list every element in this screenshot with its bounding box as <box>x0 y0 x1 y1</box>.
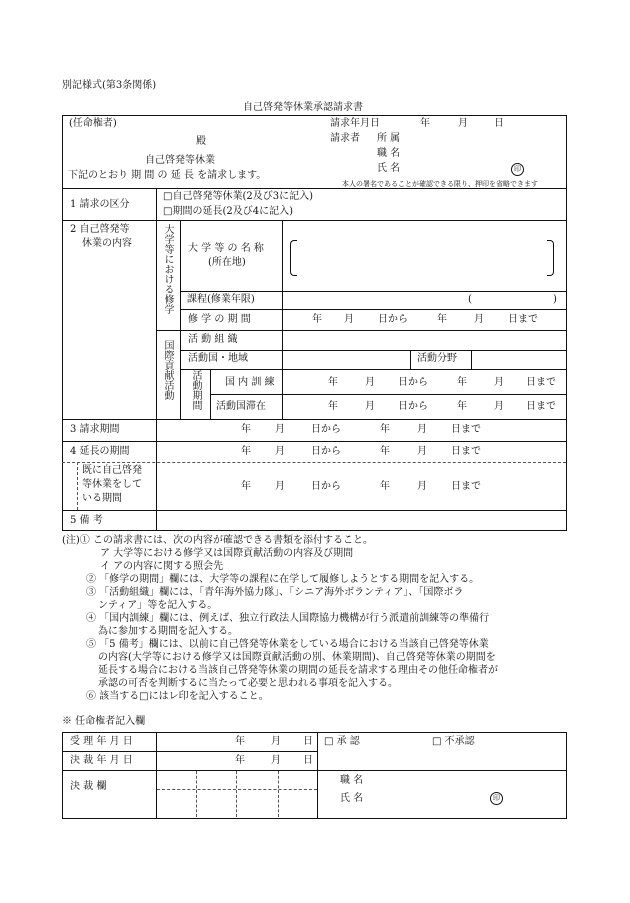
request-day-unit: 日 <box>494 118 504 129</box>
stay-start-year: 年 <box>328 401 338 412</box>
row4-label: 4 延長の期間 <box>70 446 130 457</box>
label-column-divider <box>156 188 157 531</box>
note-5d: 承認の可否を判断するに当たって必要と思われる事項を記入する。 <box>98 678 398 689</box>
r4b-start-month: 月 <box>275 481 285 492</box>
course-paren-close: ) <box>553 294 557 305</box>
decided-month: 月 <box>271 755 281 766</box>
course-field[interactable] <box>290 292 560 309</box>
domestic-start-month: 月 <box>365 377 375 388</box>
name-label: 氏 名 <box>377 163 401 174</box>
ap-left-border <box>62 732 63 819</box>
divider-applicant <box>62 188 567 189</box>
univ-name-field[interactable] <box>298 240 545 274</box>
row5-label: 5 備 考 <box>70 515 103 526</box>
remarks-field[interactable] <box>160 512 564 529</box>
ap-position-label: 職 名 <box>340 775 364 786</box>
r4b-end-year: 年 <box>380 481 390 492</box>
r4-end-month: 月 <box>417 446 427 457</box>
decided-date-label: 決 裁 年 月 日 <box>70 755 133 766</box>
ap-label-divider <box>156 732 157 819</box>
note-3a: ③ 「活動組織」欄には、「青年海外協力隊」、「シニア海外ボランティア」、「国際ボラ <box>86 587 464 598</box>
field-left-divider <box>410 350 411 369</box>
study-end-year: 年 <box>437 314 447 325</box>
note-5a: ⑤ 「5 備考」欄には、以前に自己啓発等休業をしている場合における当該自己啓発等休業 <box>86 639 489 650</box>
form-right-border <box>566 115 567 531</box>
r4b-end-month: 月 <box>417 481 427 492</box>
approve-checkbox[interactable]: □ 承 認 <box>324 736 360 747</box>
note-4a: ④ 「国内訓練」欄には、例えば、独立行政法人国際協力機構が行う派遣前訓練等の準備行 <box>86 613 490 624</box>
divider-org <box>180 350 567 351</box>
approval-col-label: 決 裁 欄 <box>70 781 107 792</box>
form-label: 別記様式(第3条関係) <box>62 80 157 91</box>
intl-activity-vertical: 国際貢献活動 <box>162 340 173 400</box>
requester-label: 請求者 <box>330 133 360 144</box>
univ-input-bracket-left <box>290 240 297 276</box>
divider-row1 <box>62 220 567 221</box>
r4-end-made: 日まで <box>451 446 481 457</box>
r4-start-month: 月 <box>275 446 285 457</box>
note-6: ⑥ 該当する□にはレ印を記入すること。 <box>86 691 269 702</box>
request-year-unit: 年 <box>420 118 430 129</box>
stay-end-month: 月 <box>494 401 504 412</box>
r4-end-year: 年 <box>380 446 390 457</box>
divider-domestic <box>210 394 567 395</box>
note-1b: イ アの内容に関する照会先 <box>100 561 224 572</box>
study-end-month: 月 <box>474 314 484 325</box>
affiliation-label: 所 属 <box>377 133 401 144</box>
study-start-year: 年 <box>312 314 322 325</box>
received-year: 年 <box>235 736 245 747</box>
row1-label: 1 請求の区分 <box>70 199 130 210</box>
univ-value-divider <box>282 220 283 351</box>
row4b-label-line1: 既に自己啓発 <box>82 465 142 476</box>
option-new-leave[interactable]: □自己啓発等休業(2及び3に記入) <box>163 191 313 202</box>
stay-label: 活動国滞在 <box>216 401 266 412</box>
approval-dash-3 <box>278 771 279 817</box>
appointer-label: (任命権者) <box>69 118 117 129</box>
received-date-label: 受 理 年 月 日 <box>70 736 133 747</box>
r4b-start-year: 年 <box>241 481 251 492</box>
r3-end-month: 月 <box>417 424 427 435</box>
r3-end-made: 日まで <box>451 424 481 435</box>
approval-dash-h <box>157 789 317 790</box>
note-1a: ア 大学等における修学又は国際貢献活動の内容及び期間 <box>100 548 354 559</box>
seal-icon: 印 <box>511 163 524 176</box>
divider-course <box>180 309 567 310</box>
domestic-start-kara: 日から <box>398 377 428 388</box>
ap-top-border <box>62 732 567 733</box>
ap-mid-divider <box>317 732 318 819</box>
course-paren-open: ( <box>468 294 472 305</box>
univ-study-vertical: 大学等における修学 <box>162 224 173 314</box>
note-3b: ンティア」等を記入する。 <box>98 600 218 611</box>
org-field[interactable] <box>290 331 560 349</box>
univ-intl-divider <box>156 330 181 331</box>
domestic-end-made: 日まで <box>526 377 556 388</box>
approval-dash-2 <box>236 771 237 817</box>
stay-start-kara: 日から <box>398 401 428 412</box>
course-label: 課程(修業年限) <box>187 294 255 305</box>
request-text: 下記のとおり 期 間 の 延 長 を請求します。 <box>68 170 267 181</box>
divider-row4 <box>62 462 566 463</box>
dono-label: 殿 <box>196 136 206 147</box>
domestic-end-month: 月 <box>494 377 504 388</box>
form-bottom-border <box>62 530 567 531</box>
r4-start-year: 年 <box>241 446 251 457</box>
divider-row3 <box>62 441 567 442</box>
ap-name-label: 氏 名 <box>340 793 364 804</box>
appointer-section-heading: ※ 任命権者記入欄 <box>62 716 146 727</box>
r4b-start-kara: 日から <box>311 481 341 492</box>
request-date-label: 請求年月日 <box>330 118 380 129</box>
note-5b: の内容(大学等における修学又は国際貢献活動の別、休業期間)、自己啓発等休業の期間を <box>98 652 496 663</box>
row2-label-line2: 休業の内容 <box>82 238 132 249</box>
form-left-border <box>62 115 63 531</box>
note-1: (注)① この請求書には、次の内容が確認できる書類を添付すること。 <box>62 535 373 546</box>
r3-start-year: 年 <box>241 424 251 435</box>
univ-input-bracket-right <box>547 240 554 276</box>
stay-end-year: 年 <box>457 401 467 412</box>
note-4b: 為に参加する期間を記入する。 <box>98 626 238 637</box>
option-extension[interactable]: □期間の延長(2及び4に記入) <box>163 206 293 217</box>
ap-divider-received <box>62 751 317 752</box>
row3-label: 3 請求期間 <box>70 424 120 435</box>
row2-subcolumn-divider <box>180 220 181 419</box>
univ-name-label: 大 学 等 の 名 称 <box>188 243 264 254</box>
domestic-end-year: 年 <box>457 377 467 388</box>
row2-label-line1: 2 自己啓発等 <box>70 224 130 235</box>
study-start-kara: 日から <box>378 314 408 325</box>
r3-end-year: 年 <box>380 424 390 435</box>
r4b-end-made: 日まで <box>451 481 481 492</box>
study-end-made: 日まで <box>508 314 538 325</box>
page-title: 自己啓発等休業承認請求書 <box>243 102 363 113</box>
leave-type-text: 自己啓発等休業 <box>145 155 215 166</box>
decided-year: 年 <box>235 755 245 766</box>
domestic-training-label: 国 内 訓 練 <box>225 377 275 388</box>
r3-start-kara: 日から <box>311 424 341 435</box>
request-month-unit: 月 <box>458 118 468 129</box>
row4b-label-line3: いる期間 <box>82 493 122 504</box>
divider-row4b <box>62 510 567 511</box>
ap-seal-icon: 印 <box>490 792 503 805</box>
univ-location-label: (所在地) <box>208 257 246 268</box>
approval-dash-1 <box>196 771 197 817</box>
position-label: 職 名 <box>377 148 401 159</box>
signature-note: 本人の署名であることが確認できる限り、押印を省略できます <box>342 180 538 188</box>
row4b-label-line2: 等休業をして <box>82 479 142 490</box>
country-label: 活動国・地域 <box>188 353 248 364</box>
received-month: 月 <box>271 736 281 747</box>
note-5c: 延長する場合における当該自己啓発等休業の期間の延長を請求する理由その他任命権者が <box>98 665 498 676</box>
reject-checkbox[interactable]: □ 不承認 <box>432 736 475 747</box>
divider-row2 <box>62 419 567 420</box>
stay-end-made: 日まで <box>526 401 556 412</box>
note-2: ② 「修学の期間」欄には、大学等の課程に在学して履修しようとする期間を記入する。 <box>86 574 480 585</box>
r3-start-month: 月 <box>275 424 285 435</box>
ap-bottom-border <box>62 818 567 819</box>
stay-start-month: 月 <box>365 401 375 412</box>
divider-country <box>180 369 567 370</box>
org-label: 活 動 組 織 <box>188 334 238 345</box>
ap-divider-decided <box>62 770 567 771</box>
domestic-start-year: 年 <box>328 377 338 388</box>
r4-start-kara: 日から <box>311 446 341 457</box>
row4b-dashed-left <box>77 462 78 510</box>
form-top-border <box>62 115 567 116</box>
decided-day: 日 <box>303 755 313 766</box>
study-start-month: 月 <box>344 314 354 325</box>
field-right-divider <box>471 350 472 369</box>
field-label: 活動分野 <box>417 353 457 364</box>
ap-right-border <box>566 732 567 819</box>
country-value-divider <box>282 350 283 369</box>
activity-period-vertical: 活動期間 <box>190 370 201 410</box>
received-day: 日 <box>303 736 313 747</box>
study-period-label: 修 学 の 期 間 <box>188 314 251 325</box>
